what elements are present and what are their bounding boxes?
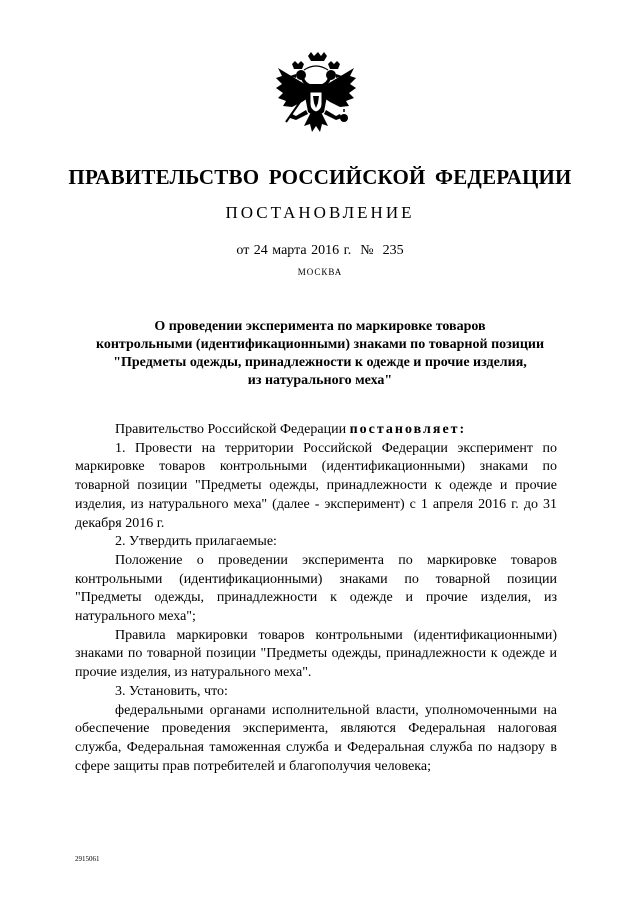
- document-body: [75, 421, 557, 776]
- heading-line: О проведении эксперимента по маркировке товаров: [154, 319, 486, 334]
- paragraph-2: 2. Утвердить прилагаемые:: [115, 534, 277, 550]
- government-title: ПРАВИТЕЛЬСТВО РОССИЙСКОЙ ФЕДЕРАЦИИ: [68, 165, 572, 189]
- preamble-verb: постановляет:: [349, 422, 467, 437]
- heading-line: из натурального меха": [247, 373, 393, 388]
- heading-line: "Предметы одежды, принадлежности к одежде и прочие изделия,: [113, 355, 527, 370]
- paragraph-3: 3. Установить, что:: [115, 683, 228, 699]
- preamble: [75, 421, 557, 440]
- heading-line: контрольными (идентификационными) знаками по товарной позиции: [95, 337, 545, 352]
- document-date-number: от 24 марта 2016 г. № 235: [236, 243, 404, 258]
- paragraph-authorities: федеральными органами исполнительной власти, уполномоченными на обеспечение проведения эксперимента, являются Федеральная налоговая служба, Федеральная таможенная служба и Федеральная служба по надзору в сфере защиты прав потребителей и благополучия человека;: [75, 702, 557, 774]
- document-city: МОСКВА: [297, 267, 343, 277]
- coat-of-arms-icon: [274, 52, 358, 140]
- footer-document-code: 2915061: [75, 855, 100, 863]
- paragraph-1: 1. Провести на территории Российской Федерации эксперимент по маркировке товаров контрольными (идентификационными) знаками по товарной позиции "Предметы одежды, принадлежности к одежде и прочие изделия, из натурального меха" (далее - эксперимент) с 1 апреля 2016 г. до 31 декабря 2016 г.: [75, 440, 557, 531]
- paragraph-rules: Правила маркировки товаров контрольными (идентификационными) знаками по товарной позиции "Предметы одежды, принадлежности к одежде и прочие изделия, из натурального меха".: [75, 627, 557, 681]
- document-heading: [60, 318, 580, 390]
- paragraph-regulation: Положение о проведении эксперимента по маркировке товаров контрольными (идентификационными) знаками по товарной позиции "Предметы одежды, принадлежности к одежде и прочие изделия, из натурального меха";: [75, 552, 557, 625]
- preamble-subject: Правительство Российской Федерации: [115, 422, 347, 437]
- document-type: ПОСТАНОВЛЕНИЕ: [225, 203, 415, 222]
